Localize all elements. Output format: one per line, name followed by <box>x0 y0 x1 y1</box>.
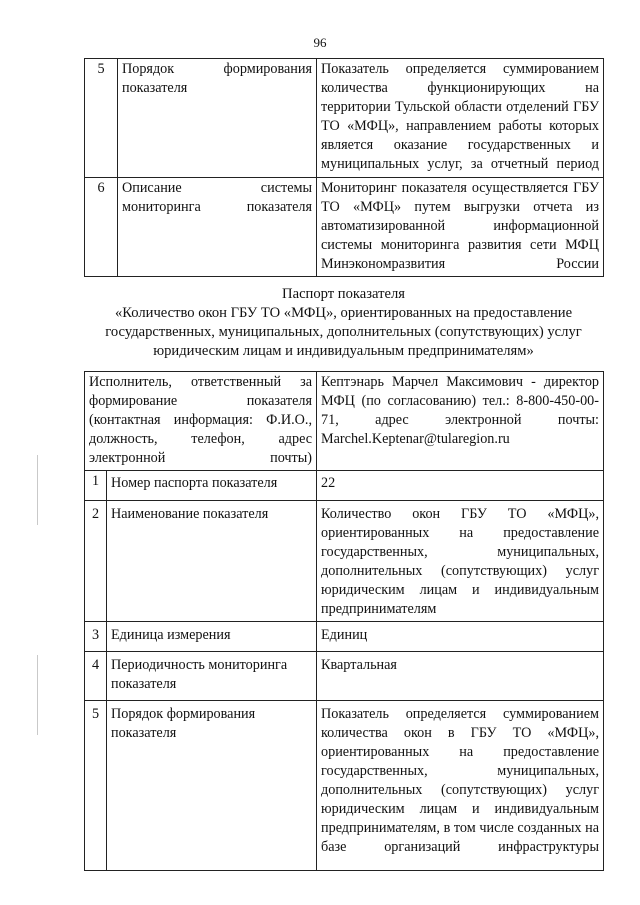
row-label: Периодичность мониторинга показателя <box>107 652 317 701</box>
margin-mark <box>37 655 38 735</box>
row-number: 4 <box>85 652 107 701</box>
table-row <box>85 501 604 622</box>
row-value: Показатель определяется суммированием количества функционирующих на территории Тульской области отделений ГБУ ТО «МФЦ», направлением работы которых является оказание государственных и муниципальных услуг, за отчетный период <box>317 59 604 178</box>
passport-subtitle-line: государственных, муниципальных, дополнительных (сопутствующих) услуг <box>105 324 582 340</box>
row-label: Порядок формирования показателя <box>118 59 317 178</box>
passport-subtitle-line: юридическим лицам и индивидуальным предпринимателям» <box>153 343 534 359</box>
table-row <box>85 372 604 471</box>
row-value: Показатель определяется суммированием количества окон в ГБУ ТО «МФЦ», ориентированных на предоставление государственных, муниципальных, дополнительных (сопутствующих) услуг юридическим лицам и индивидуальным предпринимателям, в том числе созданных на базе организаций инфраструктуры <box>317 701 604 871</box>
row-value: Количество окон ГБУ ТО «МФЦ», ориентированных на предоставление государственных, муниципальных, дополнительных (сопутствующих) услуг юридическим лицам и индивидуальным предпринимателям <box>317 501 604 622</box>
passport-subtitle-line: «Количество окон ГБУ ТО «МФЦ», ориентированных на предоставление <box>114 305 573 321</box>
row-value: 22 <box>317 471 604 501</box>
table-row <box>85 59 604 178</box>
passport-title: Паспорт показателя <box>282 286 405 302</box>
row-number: 2 <box>85 501 107 622</box>
row-label: Описание системы мониторинга показателя <box>118 178 317 277</box>
row-value: Квартальная <box>317 652 604 701</box>
row-label: Номер паспорта показателя <box>107 471 317 501</box>
table-row <box>85 622 604 652</box>
indicator-passport-table <box>84 371 604 871</box>
row-label: Порядок формирования показателя <box>107 701 317 871</box>
margin-mark <box>37 455 38 525</box>
table-row <box>85 471 604 501</box>
row-label: Единица измерения <box>107 622 317 652</box>
row-number: 6 <box>85 178 118 277</box>
indicator-table-continued <box>84 58 604 277</box>
row-number: 3 <box>85 622 107 652</box>
row-number: 1 <box>85 471 107 501</box>
row-number: 5 <box>85 701 107 871</box>
passport-title-block <box>80 285 607 361</box>
table-row <box>85 701 604 871</box>
table-row <box>85 652 604 701</box>
executor-label: Исполнитель, ответственный за формирование показателя (контактная информация: Ф.И.О., должность, телефон, адрес электронной почты) <box>85 372 317 471</box>
row-number: 5 <box>85 59 118 178</box>
page-number: 96 <box>313 35 327 50</box>
row-value: Мониторинг показателя осуществляется ГБУ ТО «МФЦ» путем выгрузки отчета из автоматизированной информационной системы мониторинга развития сети МФЦ Минэкономразвития России <box>317 178 604 277</box>
table-row <box>85 178 604 277</box>
row-label: Наименование показателя <box>107 501 317 622</box>
executor-value: Кептэнарь Марчел Максимович - директор МФЦ (по согласованию) тел.: 8-800-450-00-71, адрес электронной почты: Marchel.Keptenar@tularegion.ru <box>317 372 604 471</box>
row-value: Единиц <box>317 622 604 652</box>
